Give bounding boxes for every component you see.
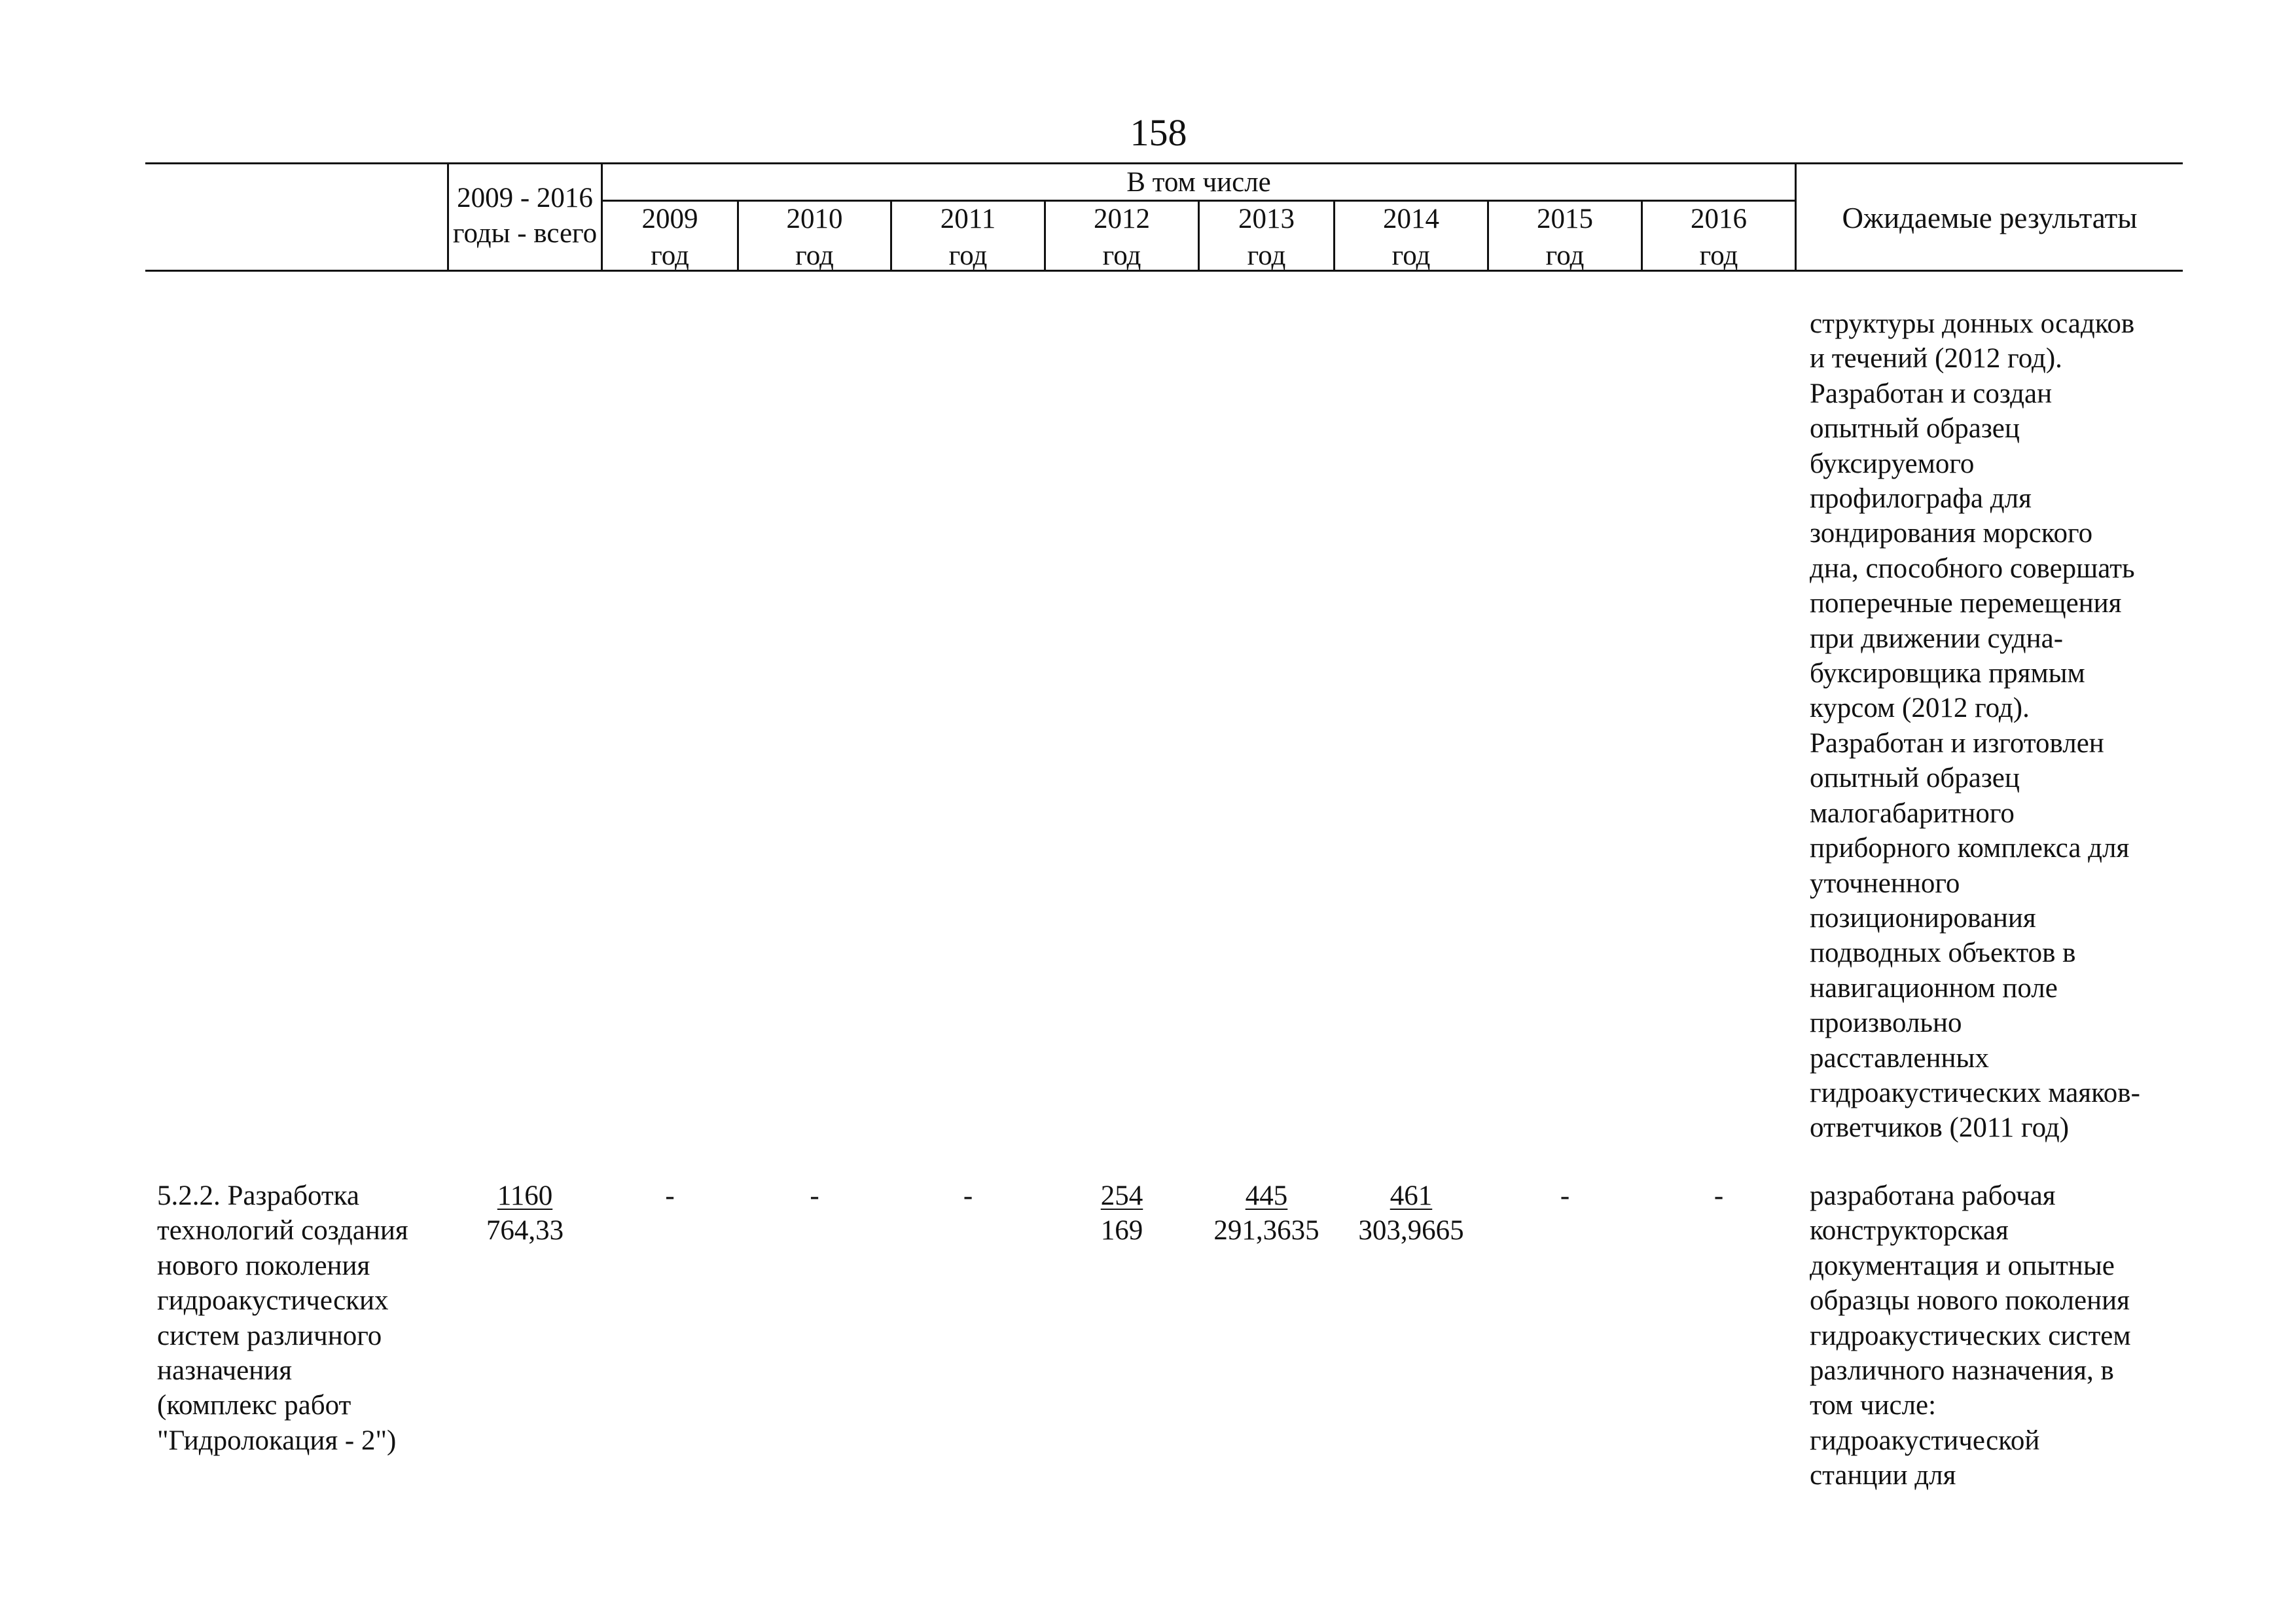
- year-2010-header: 2010: [786, 204, 843, 234]
- row-name-line: нового поколения: [157, 1250, 370, 1281]
- value-2014-top: [1335, 1178, 1487, 1213]
- results-line: дна, способного совершать: [1810, 553, 2135, 584]
- results-line: ответчиков (2011 год): [1810, 1112, 2070, 1144]
- row-results: [1810, 1178, 2131, 1493]
- results-line: малогабаритного: [1810, 797, 2015, 829]
- value-2016: -: [1713, 1180, 1724, 1211]
- total-header-line2: годы - всего: [452, 218, 598, 249]
- year-2010-unit: год: [795, 240, 834, 271]
- results-line: Разработан и изготовлен: [1810, 727, 2104, 759]
- results-line: структуры донных осадков: [1810, 308, 2135, 339]
- row-results-line: разработана рабочая: [1810, 1180, 2056, 1211]
- including-header: В том числе: [1126, 167, 1271, 198]
- value-2012-top: [1046, 1178, 1198, 1213]
- row-results-line: гидроакустических систем: [1810, 1320, 2131, 1351]
- results-line: приборного комплекса для: [1810, 833, 2130, 864]
- year-2009-unit: год: [651, 240, 689, 271]
- results-header: Ожидаемые результаты: [1842, 202, 2138, 234]
- year-2015-unit: год: [1545, 240, 1585, 271]
- results-line: профилографа для: [1810, 483, 2032, 515]
- year-2013-unit: год: [1247, 240, 1286, 271]
- header-top-rule: [145, 162, 2183, 164]
- value-2012-top-text: 254: [1100, 1180, 1143, 1211]
- year-2011-unit: год: [948, 240, 988, 271]
- value-2011: -: [963, 1180, 973, 1211]
- total-value-top-text: 1160: [497, 1180, 553, 1211]
- results-line: навигационном поле: [1810, 972, 2058, 1004]
- year-2012-header: 2012: [1094, 204, 1150, 234]
- row-name-line: 5.2.2. Разработка: [157, 1180, 359, 1211]
- results-line: позиционирования: [1810, 902, 2036, 934]
- row-name-line: "Гидролокация - 2"): [157, 1425, 397, 1456]
- row-name: [157, 1178, 408, 1458]
- results-line: расставленных: [1810, 1042, 1989, 1074]
- results-line: поперечные перемещения: [1810, 588, 2122, 619]
- year-2014-header: 2014: [1383, 204, 1439, 234]
- results-line: буксировщика прямым: [1810, 658, 2085, 689]
- value-2015: -: [1560, 1180, 1570, 1211]
- results-line: Разработан и создан: [1810, 378, 2053, 409]
- row-name-line: технологий создания: [157, 1215, 408, 1247]
- total-header-line1: 2009 - 2016: [457, 183, 593, 213]
- row-results-line: станции для: [1810, 1460, 1956, 1491]
- row-results-line: гидроакустической: [1810, 1425, 2040, 1456]
- year-2013-header: 2013: [1238, 204, 1295, 234]
- value-2013-top-text: 445: [1245, 1180, 1288, 1211]
- results-line: опытный образец: [1810, 413, 2020, 445]
- row-results-line: различного назначения, в: [1810, 1355, 2114, 1387]
- value-2014-top-text: 461: [1390, 1180, 1433, 1211]
- row-name-line: систем различного: [157, 1320, 382, 1351]
- year-2011-header: 2011: [940, 204, 996, 234]
- results-line: опытный образец: [1810, 763, 2020, 794]
- value-2013-bottom: 291,3635: [1213, 1215, 1319, 1246]
- year-2014-unit: год: [1391, 240, 1431, 271]
- row-results-line: том числе:: [1810, 1390, 1937, 1421]
- results-line: гидроакустических маяков-: [1810, 1077, 2140, 1108]
- row-name-line: гидроакустических: [157, 1285, 389, 1317]
- results-line: при движении судна-: [1810, 623, 2064, 654]
- total-value-top: [449, 1178, 601, 1213]
- continued-results-text: [1810, 306, 2140, 1146]
- year-2016-unit: год: [1699, 240, 1738, 271]
- year-2016-header: 2016: [1691, 204, 1747, 234]
- results-line: подводных объектов в: [1810, 938, 2076, 969]
- year-2015-header: 2015: [1537, 204, 1593, 234]
- row-name-line: назначения: [157, 1355, 292, 1387]
- year-2009-header: 2009: [641, 204, 698, 234]
- total-value-bottom: 764,33: [486, 1215, 564, 1246]
- results-line: и течений (2012 год).: [1810, 343, 2062, 374]
- year-2012-unit: год: [1102, 240, 1141, 271]
- row-name-line: (комплекс работ: [157, 1390, 351, 1421]
- value-2014-bottom: 303,9665: [1358, 1215, 1464, 1246]
- results-line: курсом (2012 год).: [1810, 693, 2030, 724]
- results-line: зондирования морского: [1810, 518, 2093, 549]
- row-results-line: документация и опытные: [1810, 1250, 2115, 1281]
- results-line: буксируемого: [1810, 448, 1975, 479]
- value-2013-top: [1200, 1178, 1333, 1213]
- value-2012-bottom: 169: [1100, 1215, 1143, 1246]
- results-line: уточненного: [1810, 867, 1960, 899]
- page-number: 158: [1130, 111, 1187, 154]
- results-line: произвольно: [1810, 1008, 1962, 1039]
- row-results-line: образцы нового поколения: [1810, 1285, 2130, 1317]
- row-results-line: конструкторская: [1810, 1215, 2009, 1247]
- value-2010: -: [810, 1180, 819, 1211]
- value-2009: -: [665, 1180, 675, 1211]
